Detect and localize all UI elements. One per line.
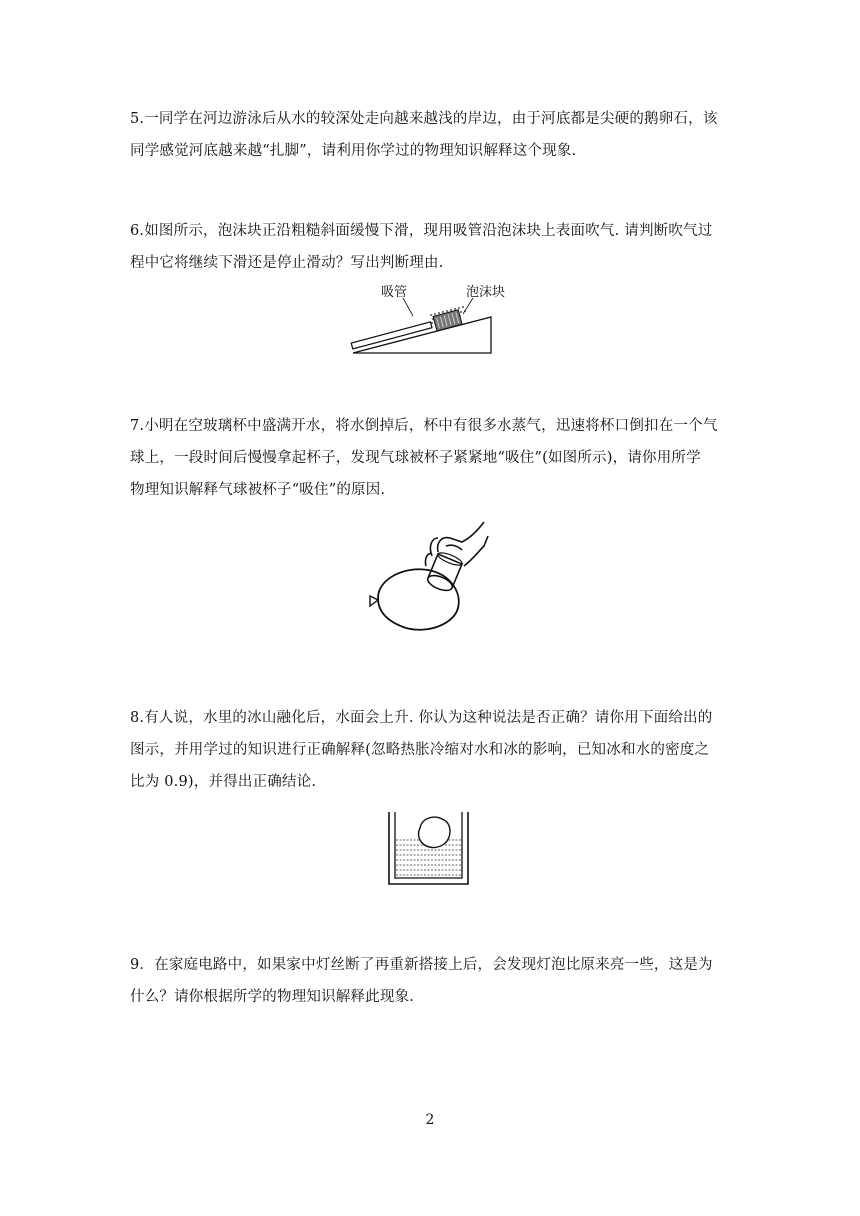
beaker-ice-figure (386, 810, 472, 888)
balloon-shape (378, 569, 459, 630)
question-9-line-2: 什么？请你根据所学的物理知识解释此现象. (130, 989, 415, 1005)
label-foam: 泡沫块 (466, 285, 505, 300)
question-6-line-2: 程中它将继续下滑还是停止滑动？写出判断理由. (130, 255, 444, 271)
question-6 (130, 215, 730, 279)
ice-chunk (419, 817, 451, 847)
question-6-line-1: 6.如图所示，泡沫块正沿粗糙斜面缓慢下滑，现用吸管沿泡沫块上表面吹气. 请判断吹气过 (130, 223, 713, 239)
incline-ramp (353, 317, 491, 353)
question-8-line-2: 图示，并用学过的知识进行正确解释(忽略热胀冷缩对水和冰的影响，已知冰和水的密度之 (130, 742, 710, 758)
balloon-cup-figure (366, 516, 490, 644)
question-8-line-3: 比为 0.9)，并得出正确结论. (130, 774, 317, 790)
question-8 (130, 702, 730, 798)
question-9-line-1: 9．在家庭电路中，如果家中灯丝断了再重新搭接上后，会发现灯泡比原来亮一些，这是为 (130, 957, 713, 973)
incline-straw-figure (345, 284, 505, 358)
question-5-line-2: 同学感觉河底越来越“扎脚”，请利用你学过的物理知识解释这个现象. (130, 143, 577, 159)
balloon-knot (370, 596, 378, 606)
question-7-line-3: 物理知识解释气球被杯子“吸住”的原因. (130, 482, 386, 498)
foam-block (433, 310, 462, 331)
hand-shape (425, 522, 488, 566)
question-9 (130, 949, 730, 1013)
question-7 (130, 410, 730, 506)
question-8-line-1: 8.有人说，水里的冰山融化后，水面会上升. 你认为这种说法是否正确？请你用下面给出的 (130, 710, 713, 726)
question-5 (130, 103, 730, 167)
question-7-line-2: 球上，一段时间后慢慢拿起杯子，发现气球被杯子紧紧地“吸住”(如图所示)，请你用所学 (130, 450, 701, 466)
page-number: 2 (425, 1112, 435, 1128)
question-7-line-1: 7.小明在空玻璃杯中盛满开水，将水倒掉后，杯中有很多水蒸气，迅速将杯口倒扣在一个气 (130, 418, 718, 434)
label-straw: 吸管 (381, 285, 408, 300)
question-5-line-1: 5.一同学在河边游泳后从水的较深处走向越来越浅的岸边，由于河底都是尖硬的鹅卵石，该 (130, 111, 718, 127)
